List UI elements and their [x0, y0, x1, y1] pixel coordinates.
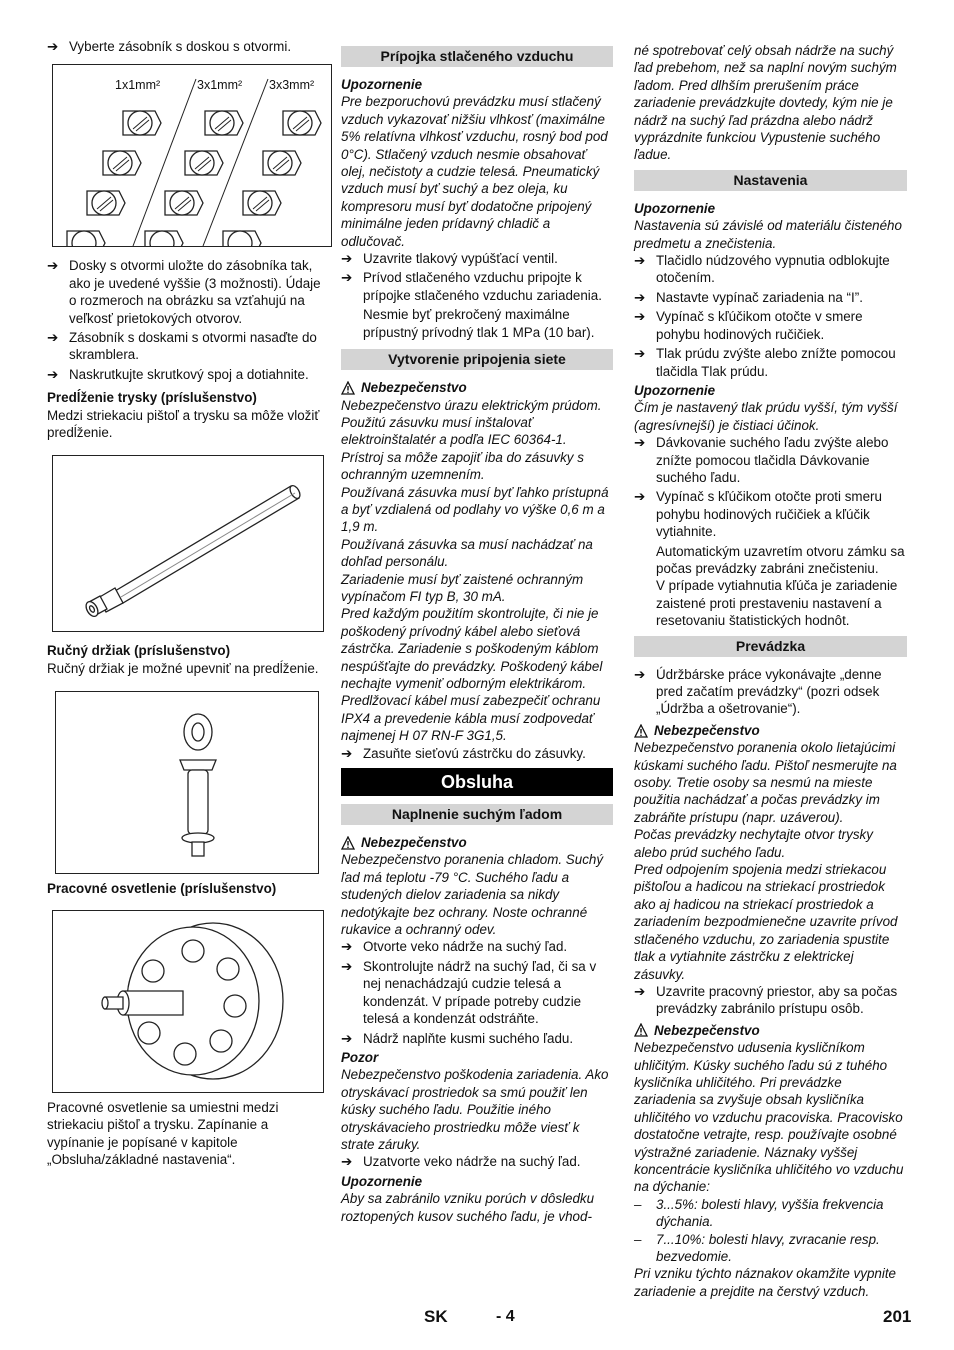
step-note: Nesmie byť prekročený maximálne prípustný prívodný tlak 1 MPa (10 bar).: [363, 307, 595, 340]
figure-hand-grip: [55, 691, 319, 874]
instruction-step: ➔ Zasuňte sieťovú zástrčku do zásuvky.: [341, 745, 586, 761]
arrow-right-icon: ➔: [634, 666, 646, 682]
note-text: Pre bezporuchovú prevádzku musí stlačený vzduch vykazovať nižšiu vlhkosť (maximálne 5% relatívna vlhkosť vzduchu, rosný bod pod 0°C). Stlačený vzduch nesmie obsahovať olej, nečistoty a cudzie telesá. Pneumatický vzduch musí byť suchý a bez oleja, ku kompresoru musí byť dodatočne pripojený minimálne jeden prídavný chladič a odlučovač.: [341, 94, 608, 249]
warning-triangle-icon: [341, 381, 355, 395]
danger-label: Nebezpečenstvo: [341, 379, 613, 396]
section-heading: Pracovné osvetlenie (príslušenstvo): [47, 881, 277, 897]
note-text: Aby sa zabránilo vzniku porúch v dôsledku roztopených kusov suchého ľadu, je vhod-: [341, 1191, 595, 1224]
closing-text: Pri vzniku týchto náznakov okamžite vypnite zariadenie a prejdite na čerstvý vzduch.: [634, 1266, 896, 1299]
arrow-right-icon: ➔: [634, 983, 646, 999]
danger-label: Nebezpečenstvo: [634, 722, 907, 739]
note-label: Upozornenie: [341, 77, 423, 92]
warning-triangle-icon: [634, 1023, 648, 1037]
arrow-right-icon: ➔: [47, 39, 59, 54]
arrow-right-icon: ➔: [634, 253, 646, 269]
note-label: Upozornenie: [341, 1173, 423, 1189]
warning-triangle-icon: [341, 836, 355, 850]
instruction-step: ➔ Otvorte veko nádrže na suchý ľad.: [341, 939, 568, 955]
warning-triangle-icon: [634, 724, 648, 738]
column-1: [47, 38, 327, 1168]
dash-bullet: –: [634, 1231, 642, 1247]
note-text-continued: né spotrebovať celý obsah nádrže na suchý ľad prebehom, než sa naplní novým suchým ľadom. Pred dlhším prerušením práce zariadenie prevádzkujte dovtedy, kým nie je nádrž na suchý ľad prázdna alebo nádrž vyprázdnite funkciou Vypustenie suchého ľadue.: [634, 43, 897, 163]
section-heading: Ručný držiak (príslušenstvo): [47, 643, 231, 659]
arrow-right-icon: ➔: [47, 258, 59, 274]
instruction-step: ➔ Dávkovanie suchého ľadu zvýšte alebo znížte pomocou tlačidla Dávkovanie suchého ľadu.: [634, 435, 889, 485]
instruction-step: ➔ Skontrolujte nádrž na suchý ľad, či sa v nej nenachádzajú cudzie telesá a kondenzát. V prípade potreby cudzie telesá a kondenzát odstráňte.: [341, 958, 597, 1027]
danger-text: Nebezpečenstvo udusenia kysličníkom uhličitým. Kúsky suchého ľadu sú z tuhého kysličníka uhličitého. Pri prevádzke zariadenia sa zvyšuje obsah kysličníka uhličitého vo vzduchu pracoviska. Pracovisko dostatočne vetrajte, resp. používajte osobné výstražné zariadenie. Náznaky vyššej koncentrácie kysličníka uhličitého vo vzduchu na dýchanie:: [634, 1040, 904, 1195]
note-label: Upozornenie: [634, 382, 716, 398]
arrow-right-icon: ➔: [341, 958, 353, 974]
instruction-step: ➔ Vypínač s kľúčikom otočte v smere pohybu hodinových ručičiek.: [634, 309, 863, 342]
arrow-right-icon: ➔: [634, 309, 646, 325]
instruction-step: ➔ Nastavte vypínač zariadenia na “I”.: [634, 289, 863, 305]
arrow-right-icon: ➔: [634, 489, 646, 505]
note-label: Upozornenie: [634, 200, 716, 216]
list-item: – 3...5%: bolesti hlavy, vyššia frekvencia dýchania.: [634, 1196, 884, 1230]
paragraph: Medzi striekaciu pištoľ a trysku sa môže vložiť predĺženie.: [47, 407, 320, 441]
danger-text: Nebezpečenstvo úrazu elektrickým prúdom. Použitú zásuvku musí inštalovať elektroinštalatér a podľa IEC 60364-1. Prístroj sa môže zapojiť iba do zásuvky s ochranným uzemnením. Používaná zásuvka musí byť ľahko prístupná a byť vzdialená od podlahy vo výške 0,6 m a 1,9 m. Používaná zásuvka sa musí nachádzať na dohľad personálu. Zariadenie musí byť zaistené ochranným vypínačom FI typ B, 30 mA. Pred každým použitím skontrolujte, či nie je poškodený prívodný kábel alebo sieťová zástrčka. Zariadenie s poškodeným káblom nespúšťajte do prevádzky. Poškodený kábel nechajte vymeniť odborným elektrikárom. Predlžovací kábel musí zabezpečiť ochranu IPX4 a prevedenie kábla musí zodpovedať najmenej H 07 RN-F 3G1,5.: [341, 397, 609, 744]
section-heading-compressed-air: Prípojka stlačeného vzduchu: [341, 46, 613, 67]
hand-grip-drawing: [56, 692, 318, 873]
danger-label: Nebezpečenstvo: [341, 834, 613, 851]
fig-label-1x1: 1x1mm²: [115, 78, 161, 93]
danger-text: Nebezpečenstvo poranenia chladom. Suchý ľad má teplotu -79 °C. Suchého ľadu a studených dielov zariadenia sa nikdy nedotýkajte bez ochrany. Noste ochranné rukavice a ochranný odev.: [341, 852, 604, 938]
instruction-step: ➔ Údržbárske práce vykonávajte „denne pred začatím prevádzky“ (pozri odsek „Údržba a ošetrovanie“).: [634, 666, 882, 717]
instruction-step: ➔ Nádrž naplňte kusmi suchého ľadu.: [341, 1030, 574, 1046]
section-heading-power: Vytvorenie pripojenia siete: [341, 349, 613, 370]
danger-text: Nebezpečenstvo poranenia okolo lietajúcimi kúskami suchého ľadu. Pištoľ nesmerujte na osoby. Tretie osoby sa nesmú na mieste použitia nachádzať a počas prevádzky im zabráňte prístupu (napr. uzáverou). Počas prevádzky nechytajte otvor trysky alebo prúd suchého ľadu. Pred odpojením spojenia medzi striekacou pištoľou a hadicou na striekací prostriedok ako aj hadicou na striekací prostriedok a zariadením bezpodmienečne uzavrite prívod stlačeného vzduchu, zo zariadenia spustite tlak a vytiahnite zástrčku z elektrickej zásuvky.: [634, 740, 898, 982]
caution-text: Nebezpečenstvo poškodenia zariadenia. Ako otryskávací prostriedok sa smú použiť len kúsky suchého ľadu. Použitie iného otryskávacieho prostriedku môže viesť k strate záruky.: [341, 1067, 609, 1152]
danger-label: Nebezpečenstvo: [634, 1022, 907, 1039]
footer-language: SK: [424, 1307, 448, 1326]
instruction-step: ➔ Vypínač s kľúčikom otočte proti smeru pohybu hodinových ručičiek a kľúčik vytiahnite.: [634, 489, 882, 540]
figure-work-light: [52, 910, 324, 1093]
arrow-right-icon: ➔: [47, 330, 59, 346]
paragraph: Ručný držiak je možné upevniť na predĺženie.: [47, 660, 319, 676]
column-2: [341, 38, 613, 1225]
arrow-right-icon: ➔: [341, 270, 353, 286]
section-heading-fill: Naplnenie suchým ľadom: [341, 804, 613, 825]
list-item: – 7...10%: bolesti hlavy, zvracanie resp. bezvedomie.: [634, 1231, 880, 1264]
arrow-right-icon: ➔: [634, 346, 646, 362]
dash-bullet: –: [634, 1196, 642, 1212]
arrow-right-icon: ➔: [341, 939, 353, 955]
chapter-heading-operation: Obsluha: [341, 768, 613, 796]
nozzle-extension-drawing: [53, 456, 323, 631]
instruction-step: ➔ Prívod stlačeného vzduchu pripojte k prípojke stlačeného vzduchu zariadenia.: [341, 270, 602, 303]
section-heading: Predĺženie trysky (príslušenstvo): [47, 390, 257, 406]
arrow-right-icon: ➔: [634, 289, 646, 305]
page-number: 201: [883, 1307, 912, 1326]
figure-nozzle-extension: [52, 455, 324, 632]
instruction-step: ➔ Uzavrite pracovný priestor, aby sa počas prevádzky zabránilo prístupu osôb.: [634, 983, 898, 1017]
caution-label: Pozor: [341, 1049, 379, 1065]
instruction-step: ➔ Zásobník s doskami s otvormi nasaďte do skramblera.: [47, 330, 317, 363]
step-note: V prípade vytiahnutia kľúča je zariadenie zaistené proti prestaveniu nastavení a resetovaniu štatistických hodnôt.: [656, 578, 898, 629]
instruction-step: ➔ Naskrutkujte skrutkový spoj a dotiahnite.: [47, 366, 309, 382]
section-heading-settings: Nastavenia: [634, 170, 907, 191]
arrow-right-icon: ➔: [47, 366, 59, 382]
arrow-right-icon: ➔: [341, 1030, 353, 1046]
paragraph: Pracovné osvetlenie sa umiestni medzi striekaciu pištoľ a trysku. Zapínanie a vypínanie je popísané v kapitole „Obsluha/základné nastavenia“.: [47, 1099, 279, 1167]
instruction-step: ➔ Tlačidlo núdzového vypnutia odblokujte otočením.: [634, 253, 890, 286]
arrow-right-icon: ➔: [341, 1154, 353, 1170]
fig-label-3x3: 3x3mm²: [269, 78, 315, 93]
arrow-right-icon: ➔: [341, 745, 353, 761]
footer-section-number: - 4: [496, 1308, 515, 1325]
arrow-right-icon: ➔: [634, 435, 646, 451]
arrow-right-icon: ➔: [341, 251, 353, 267]
instruction-step: ➔ Uzavrite tlakový vypúšťací ventil.: [341, 251, 558, 267]
fig-label-3x1: 3x1mm²: [197, 78, 243, 93]
instruction-step: ➔ Tlak prúdu zvýšte alebo znížte pomocou tlačidla Tlak prúdu.: [634, 346, 896, 379]
instruction-step: ➔ Dosky s otvormi uložte do zásobníka tak, ako je uvedené vyššie (3 možnosti). Údaje o rozmeroch na obrázku sa vzťahujú na veľkosť prietokových otvorov.: [47, 258, 321, 326]
section-heading-operation: Prevádzka: [634, 636, 907, 657]
note-text: Nastavenia sú závislé od materiálu čisteného predmetu a znečistenia.: [634, 218, 902, 251]
instruction-step: ➔ Uzatvorte veko nádrže na suchý ľad.: [341, 1154, 581, 1170]
work-light-drawing: [53, 911, 323, 1092]
step-note: Automatickým uzavretím otvoru zámku sa počas prevádzky zabráni znečisteniu.: [656, 543, 905, 576]
column-3: [634, 42, 907, 1300]
instruction-step: ➔ Vyberte zásobník s doskou s otvormi.: [47, 39, 292, 54]
figure-orifice-plates: [52, 64, 332, 247]
note-text: Čím je nastavený tlak prúdu vyšší, tým vyšší (agresívnejší) je čistiaci účinok.: [634, 400, 898, 433]
